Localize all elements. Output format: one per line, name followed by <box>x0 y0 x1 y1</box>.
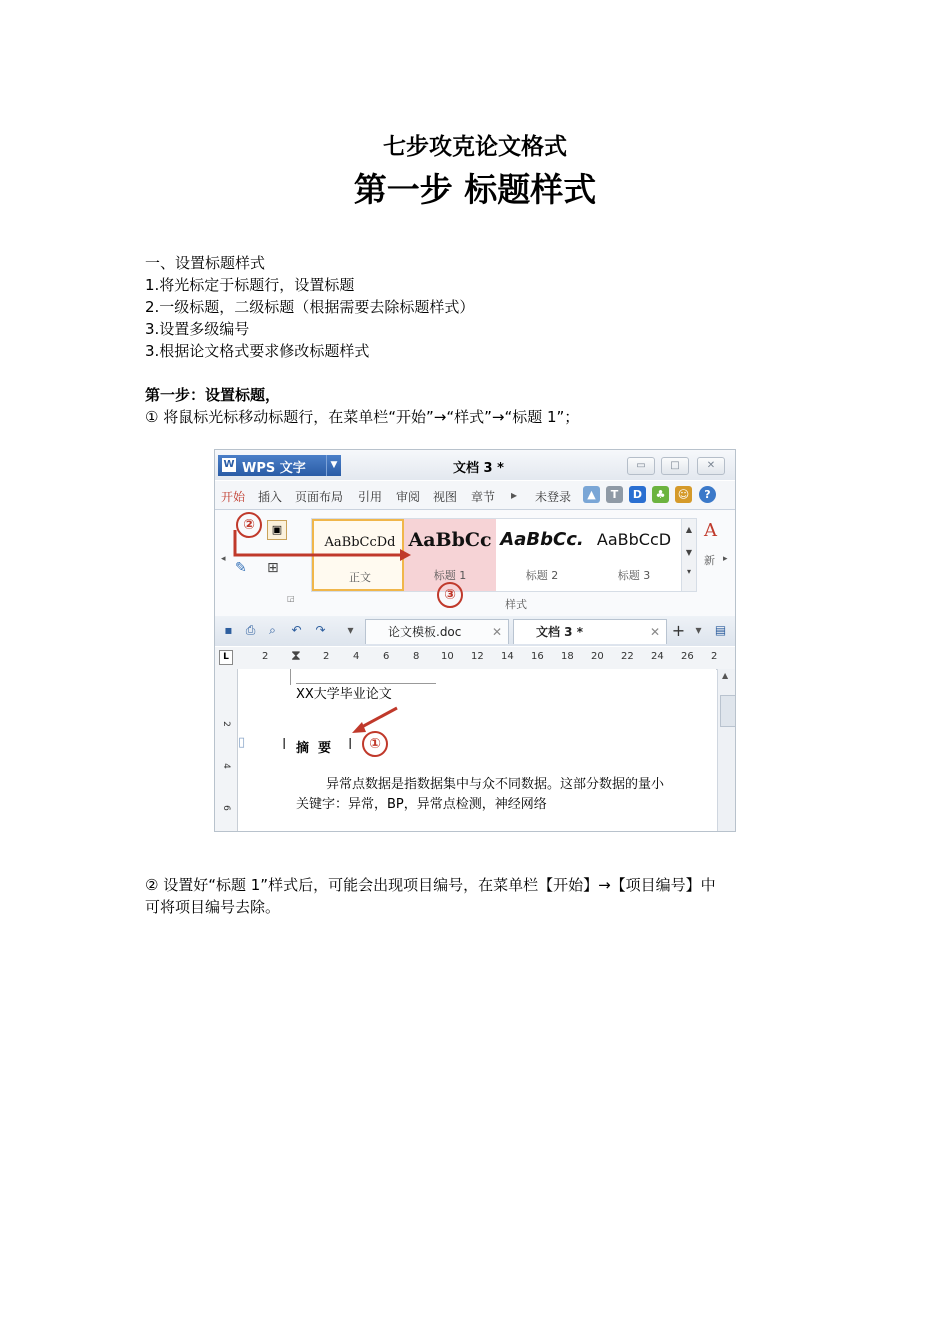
tab-document-3[interactable]: 文档 3 * ✕ <box>513 619 667 644</box>
style-normal[interactable]: AaBbCcDd 正文 <box>312 519 404 591</box>
new-style-icon[interactable]: A <box>704 520 717 541</box>
wps-logo-icon: W <box>223 459 235 470</box>
text-cursor-icon: I <box>348 735 353 753</box>
style-heading-3[interactable]: AaBbCcD 标题 3 <box>596 530 672 582</box>
tab-thesis-template[interactable]: 论文模板.doc ✕ <box>365 619 509 644</box>
menu-insert[interactable]: 插入 <box>258 490 283 504</box>
chevron-left-icon[interactable]: ◂ <box>221 554 226 564</box>
indent-marker-icon[interactable]: ⧗ <box>291 648 301 664</box>
chevron-down-icon[interactable]: ▾ <box>695 623 702 637</box>
step-arrow-1 <box>358 708 397 729</box>
close-icon[interactable]: ✕ <box>491 625 502 639</box>
list-item: 3.设置多级编号 <box>145 320 250 338</box>
step-title: 第一步：设置标题， <box>145 386 281 404</box>
redo-icon[interactable]: ↷ <box>315 623 326 637</box>
login-status[interactable]: 未登录 <box>535 490 572 504</box>
body-text: 异常点数据是指数据集中与众不同数据。这部分数据的量小 <box>326 777 665 792</box>
window-list-icon[interactable]: ▤ <box>714 623 727 637</box>
chevron-right-icon[interactable]: ▸ <box>723 554 728 564</box>
list-item: 2.一级标题，二级标题（根据需要去除标题样式） <box>145 298 475 316</box>
callout-1: ① <box>362 731 388 757</box>
menu-start[interactable]: 开始 <box>221 490 246 504</box>
window-title: 文档 3 * <box>453 461 504 476</box>
chevron-up-icon[interactable]: ▲ <box>685 525 693 534</box>
add-tab-icon[interactable]: + <box>671 621 686 640</box>
tab-stop-icon[interactable]: L <box>219 650 233 665</box>
callout-3: ③ <box>437 582 463 608</box>
chevron-down-icon: ▼ <box>326 455 341 476</box>
chevron-up-icon[interactable]: ▲ <box>722 671 729 680</box>
arrow-head <box>400 549 411 561</box>
menu-review[interactable]: 审阅 <box>396 490 421 504</box>
print-preview-icon[interactable]: ⌕ <box>269 623 276 637</box>
list-item: 1.将光标定于标题行，设置标题 <box>145 276 355 294</box>
skin-icon[interactable]: T <box>606 486 623 503</box>
format-painter-icon[interactable]: ▣ <box>267 520 287 540</box>
step-instruction: 可将项目编号去除。 <box>145 898 281 916</box>
step-instruction: ① 将鼠标光标移动标题行，在菜单栏“开始”→“样式”→“标题 1”； <box>145 408 580 426</box>
customize-icon[interactable]: ▾ <box>347 623 354 637</box>
step-arrow-2 <box>235 530 400 555</box>
document-title: 七步攻克论文格式 <box>383 134 567 160</box>
wps-app-button[interactable]: W WPS 文字 ▼ <box>218 455 341 476</box>
print-icon[interactable]: ⎙ <box>245 623 256 637</box>
menu-references[interactable]: 引用 <box>358 490 383 504</box>
menu-chapter[interactable]: 章节 <box>471 490 496 504</box>
docer-icon[interactable]: D <box>629 486 646 503</box>
community-icon[interactable]: ♣ <box>652 486 669 503</box>
abstract-heading: 摘 要 <box>296 741 332 756</box>
user-icon[interactable]: ☺ <box>675 486 692 503</box>
vertical-ruler[interactable]: 2 4 6 <box>215 669 238 831</box>
callout-2: ② <box>236 512 262 538</box>
highlight-icon[interactable]: ✎ <box>235 560 247 576</box>
save-icon[interactable]: ▪ <box>224 623 233 637</box>
header-text: XX大学毕业论文 <box>296 687 392 702</box>
menu-page-layout[interactable]: 页面布局 <box>295 490 344 504</box>
chevron-down-icon[interactable]: ▼ <box>685 548 693 557</box>
horizontal-ruler[interactable]: L 2 ⧗ 2 4 6 8 10 12 14 16 18 20 22 24 26 2 <box>215 647 735 670</box>
maximize-button[interactable]: □ <box>661 457 689 475</box>
document-icon: ▯ <box>238 735 246 750</box>
collapse-icon[interactable]: ▲ <box>583 486 600 503</box>
wps-screenshot <box>214 449 736 832</box>
chevron-right-icon[interactable]: ▸ <box>511 488 518 502</box>
border-icon[interactable]: ⊞ <box>267 560 279 576</box>
text-cursor-icon: I <box>282 735 287 753</box>
dialog-launcher-icon[interactable]: ◲ <box>287 594 295 603</box>
close-icon[interactable]: ✕ <box>649 625 660 639</box>
section-heading: 一、设置标题样式 <box>145 254 266 272</box>
style-heading-2[interactable]: AaBbCc. 标题 2 <box>500 529 584 582</box>
minimize-button[interactable]: ▭ <box>627 457 655 475</box>
style-heading-1[interactable]: AaBbCc 标题 1 <box>404 519 496 591</box>
styles-group-label: 样式 <box>505 598 527 611</box>
help-icon[interactable]: ? <box>699 486 716 503</box>
list-item: 3.根据论文格式要求修改标题样式 <box>145 342 370 360</box>
menu-view[interactable]: 视图 <box>433 490 458 504</box>
new-style-label[interactable]: 新 <box>704 554 715 567</box>
arrow-head <box>352 722 366 733</box>
annotation-arrows <box>215 450 735 831</box>
close-button[interactable]: ✕ <box>697 457 725 475</box>
document-subtitle: 第一步 标题样式 <box>353 170 597 209</box>
step-instruction: ② 设置好“标题 1”样式后，可能会出现项目编号，在菜单栏【开始】→【项目编号】中 <box>145 876 716 894</box>
more-icon[interactable]: ▾ <box>686 567 691 576</box>
undo-icon[interactable]: ↶ <box>291 623 302 637</box>
keywords-text: 关键字：异常，BP，异常点检测，神经网络 <box>296 797 547 812</box>
